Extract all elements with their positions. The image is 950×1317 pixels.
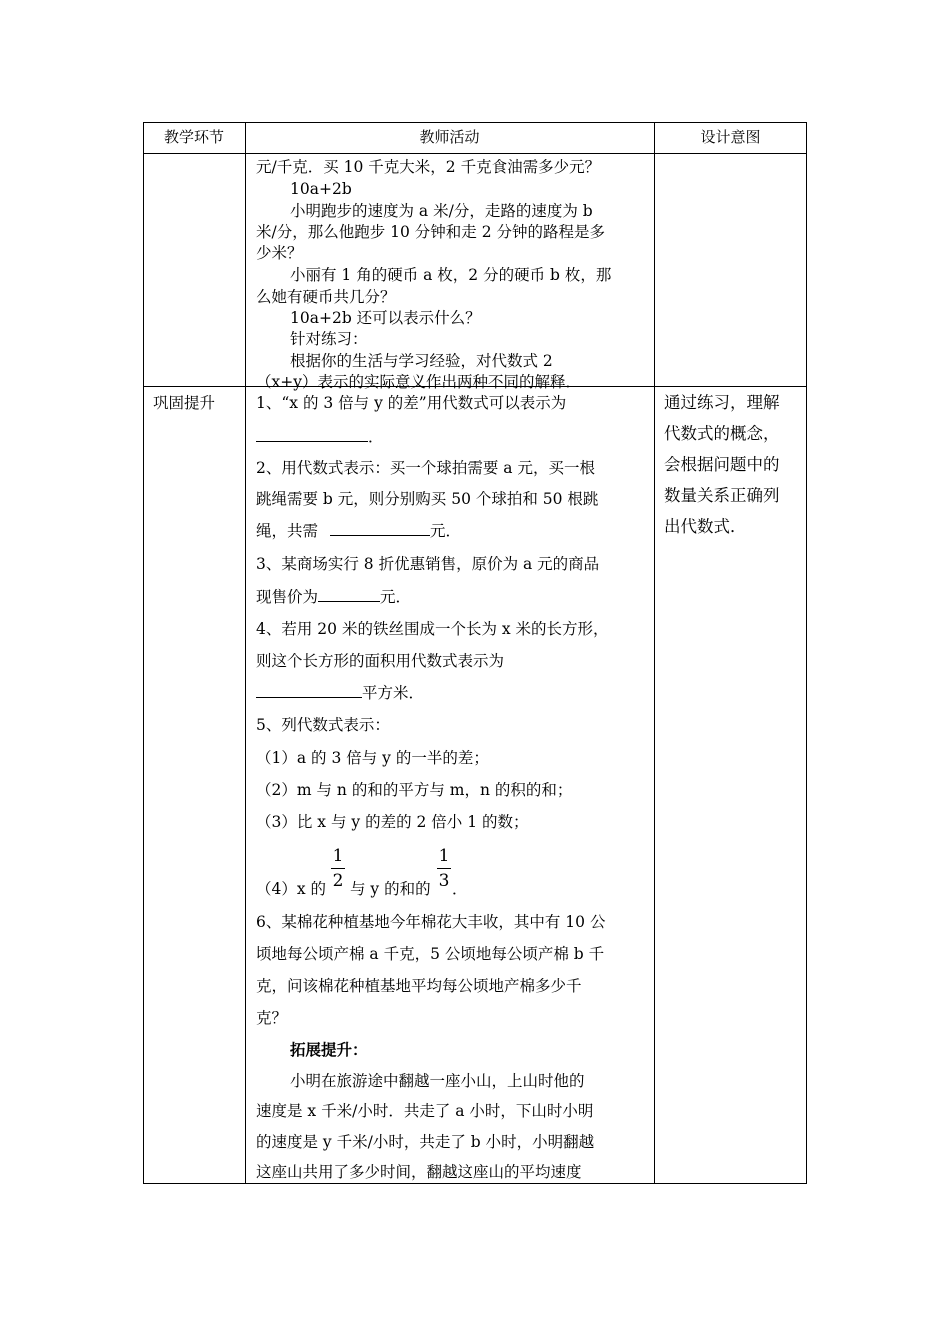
answer-blank[interactable] — [318, 587, 380, 602]
question-4: 则这个长方形的面积用代数式表示为 — [256, 652, 505, 670]
extension-line: 的速度是 y 千米/小时，共走了 b 小时，小明翻越 — [256, 1133, 595, 1151]
question-6: 顷地每公顷产棉 a 千克，5 公顷地每公顷产棉 b 千 — [256, 945, 605, 963]
header-teacher-activity: 教师活动 — [419, 128, 480, 146]
question-5-item: （2）m 与 n 的和的平方与 m，n 的积的和； — [256, 781, 573, 799]
question-5-item-4b: 与 y 的和的 — [350, 880, 431, 898]
question-2-answer-line — [256, 521, 461, 541]
intent-line: 出代数式． — [664, 517, 747, 536]
question-2-post: 元． — [430, 522, 462, 540]
question-6: 克，问该棉花种植基地平均每公顷地产棉多少千 — [256, 977, 582, 995]
extension-title: 拓展提升： — [290, 1040, 368, 1059]
question-4-post: 平方米． — [362, 684, 425, 702]
question-1-end: ． — [368, 428, 384, 446]
row1-line: 小明跑步的速度为 a 米/分，走路的速度为 b — [290, 202, 593, 220]
header-stage: 教学环节 — [163, 128, 224, 146]
extension-line: 这座山共用了多少时间，翻越这座山的平均速度 — [256, 1163, 582, 1181]
question-3-answer-line — [256, 587, 411, 607]
answer-blank[interactable] — [256, 683, 362, 698]
row1-line: 米/分，那么他跑步 10 分钟和走 2 分钟的路程是多 — [256, 223, 606, 241]
row1-line: 小丽有 1 角的硬币 a 枚，2 分的硬币 b 枚，那 — [290, 266, 612, 284]
question-3: 3、某商场实行 8 折优惠销售，原价为 a 元的商品 — [256, 555, 600, 573]
question-2-pre: 绳，共需 — [256, 522, 319, 540]
row1-line: 根据你的生活与学习经验，对代数式 2 — [290, 352, 553, 370]
question-5-item-4a: （4）x 的 — [256, 880, 327, 898]
question-2: 跳绳需要 b 元，则分别购买 50 个球拍和 50 根跳 — [256, 490, 599, 508]
fraction-one-half: 1 2 — [332, 846, 344, 891]
row1-line: （x+y）表示的实际意义作出两种不同的解释． — [256, 373, 581, 391]
intent-line: 会根据问题中的 — [664, 455, 780, 474]
row1-line: 么她有硬币共几分？ — [256, 288, 396, 306]
question-4-answer-line — [256, 683, 424, 703]
header-design-intent: 设计意图 — [700, 128, 761, 146]
question-2: 2、用代数式表示：买一个球拍需要 a 元，买一根 — [256, 459, 595, 477]
question-6: 6、某棉花种植基地今年棉花大丰收，其中有 10 公 — [256, 913, 606, 931]
row1-line: 针对练习： — [290, 330, 368, 348]
answer-blank[interactable] — [256, 427, 368, 442]
answer-blank[interactable] — [330, 521, 430, 536]
question-1: 1、“x 的 3 倍与 y 的差”用代数式可以表示为 — [256, 394, 567, 412]
row1-line: 少米？ — [256, 244, 303, 262]
header-divider — [143, 153, 807, 154]
intent-line: 数量关系正确列 — [664, 486, 780, 505]
question-5-item: （3）比 x 与 y 的差的 2 倍小 1 的数； — [256, 813, 529, 831]
question-5-item: （1）a 的 3 倍与 y 的一半的差； — [256, 749, 489, 767]
intent-line: 通过练习，理解 — [664, 393, 780, 412]
column-divider-1 — [245, 122, 246, 1184]
fraction-one-third: 1 3 — [438, 846, 450, 891]
column-divider-2 — [654, 122, 655, 1184]
question-6: 克？ — [256, 1009, 288, 1027]
extension-line: 小明在旅游途中翻越一座小山，上山时他的 — [290, 1072, 585, 1090]
extension-line: 速度是 x 千米/小时．共走了 a 小时，下山时小明 — [256, 1102, 594, 1120]
row1-line: 10a+2b — [290, 180, 352, 198]
question-5: 5、列代数式表示： — [256, 716, 390, 734]
question-3-post: 元． — [380, 588, 412, 606]
row1-line: 元/千克．买 10 千克大米，2 千克食油需多少元？ — [256, 158, 601, 176]
question-1-answer-line — [256, 427, 384, 447]
stage-consolidate: 巩固提升 — [153, 394, 216, 412]
question-3-pre: 现售价为 — [256, 588, 319, 606]
intent-line: 代数式的概念， — [664, 424, 780, 443]
question-5-item-4c: ． — [452, 880, 468, 898]
question-4: 4、若用 20 米的铁丝围成一个长为 x 米的长方形， — [256, 620, 609, 638]
row1-line: 10a+2b 还可以表示什么？ — [290, 309, 481, 327]
